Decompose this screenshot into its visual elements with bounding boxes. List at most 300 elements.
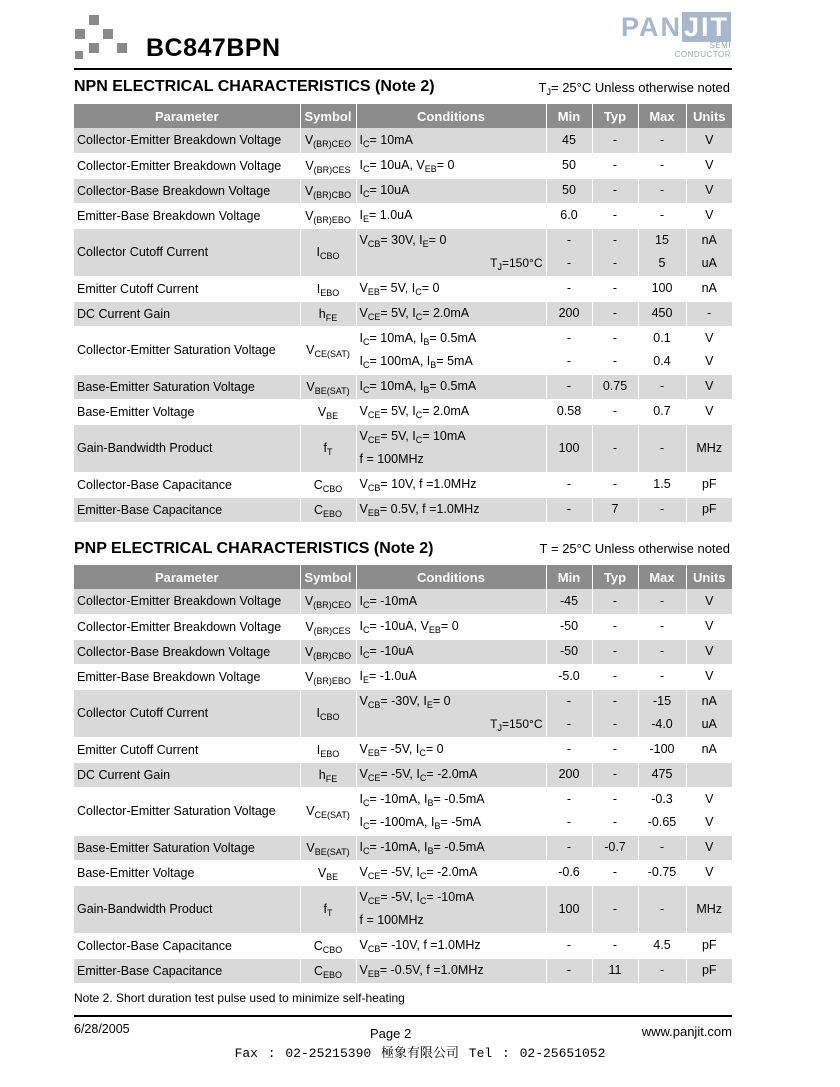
max-value: - — [659, 132, 665, 147]
min-value: 200 — [558, 306, 580, 320]
column-header: Max — [638, 565, 686, 589]
unit-value: V — [705, 792, 714, 806]
unit-value: V — [705, 815, 714, 829]
condition-line: $V_{EB}= 0.5V$, f =1.0MHz — [359, 502, 480, 518]
symbol-cell: $h_{FE}$ — [300, 762, 356, 787]
column-header: Min — [546, 104, 592, 128]
min-cell — [546, 737, 592, 762]
typ-cell — [592, 276, 638, 301]
table-row — [74, 424, 732, 472]
units-cell — [686, 664, 732, 689]
conditions-cell — [356, 128, 546, 153]
parameter-cell: Emitter-Base Breakdown Voltage — [74, 203, 300, 228]
min-cell — [546, 614, 592, 639]
unit-value: V — [705, 404, 714, 418]
parameter-cell: Collector-Base Breakdown Voltage — [74, 639, 300, 664]
symbol-cell: $C_{EBO}$ — [300, 497, 356, 522]
part-number: BC847BPN — [146, 34, 281, 62]
typ-cell — [592, 399, 638, 424]
symbol-cell: $C_{EBO}$ — [300, 958, 356, 983]
symbol-cell: $I_{CBO}$ — [300, 228, 356, 276]
column-header: Min — [546, 565, 592, 589]
table-row — [74, 689, 732, 737]
condition-line: $I_E= -1.0uA$ — [359, 669, 417, 685]
conditions-cell — [356, 664, 546, 689]
max-cell — [638, 737, 686, 762]
parameter-cell: Collector-Base Breakdown Voltage — [74, 178, 300, 203]
max-value: - — [659, 158, 665, 172]
min-cell — [546, 228, 592, 276]
units-cell — [686, 885, 732, 933]
max-value: - — [659, 840, 665, 854]
symbol-cell: $C_{CBO}$ — [300, 933, 356, 958]
min-value: - — [566, 331, 572, 345]
table-row — [74, 664, 732, 689]
max-cell — [638, 933, 686, 958]
table-row — [74, 885, 732, 933]
max-cell — [638, 664, 686, 689]
max-value: - — [659, 593, 665, 608]
symbol-cell: $V_{BE(SAT)}$ — [300, 374, 356, 399]
min-value: -0.6 — [558, 865, 580, 879]
parameter-cell: Base-Emitter Voltage — [74, 399, 300, 424]
column-header: Typ — [592, 565, 638, 589]
max-cell — [638, 228, 686, 276]
units-cell — [686, 737, 732, 762]
max-value: 0.4 — [653, 354, 671, 368]
typ-cell — [592, 835, 638, 860]
table-row — [74, 835, 732, 860]
table-row — [74, 153, 732, 178]
pnp-temp-note: T = 25°C Unless otherwise noted — [539, 541, 730, 556]
max-value: -100 — [649, 742, 675, 756]
condition-line: $I_C= 10mA$ — [359, 132, 413, 149]
unit-value: MHz — [696, 440, 723, 455]
unit-value: pF — [701, 502, 717, 516]
min-cell — [546, 958, 592, 983]
min-value: 100 — [558, 901, 580, 916]
typ-value: - — [612, 619, 618, 633]
column-header: Units — [686, 565, 732, 589]
parameter-cell: Collector-Base Capacitance — [74, 472, 300, 497]
typ-value: - — [612, 233, 618, 247]
symbol-cell: $V_{(BR)CBO}$ — [300, 178, 356, 203]
min-cell — [546, 664, 592, 689]
typ-value: - — [612, 183, 618, 197]
typ-cell — [592, 762, 638, 787]
min-value: - — [566, 938, 572, 952]
conditions-cell — [356, 374, 546, 399]
max-value: 475 — [651, 767, 673, 781]
column-header: Max — [638, 104, 686, 128]
typ-cell — [592, 664, 638, 689]
condition-line: $V_{CB}= 10V$, f =1.0MHz — [359, 477, 477, 493]
parameter-cell: Base-Emitter Saturation Voltage — [74, 374, 300, 399]
table-row — [74, 472, 732, 497]
parameter-cell: Collector-Emitter Breakdown Voltage — [74, 614, 300, 639]
unit-value: V — [705, 132, 714, 147]
conditions-cell — [356, 614, 546, 639]
unit-value: pF — [701, 963, 717, 977]
condition-line: $V_{CE}= -5V$, $I_C= -2.0mA$ — [359, 865, 478, 881]
min-value: - — [566, 815, 572, 829]
npn-characteristics-table — [74, 104, 732, 523]
unit-value: V — [705, 183, 714, 197]
table-row — [74, 639, 732, 664]
max-value: 4.5 — [653, 938, 671, 952]
typ-value: -0.7 — [604, 840, 626, 854]
typ-cell — [592, 472, 638, 497]
symbol-cell: $V_{CE(SAT)}$ — [300, 787, 356, 835]
min-value: -5.0 — [558, 669, 580, 683]
unit-value: MHz — [696, 901, 723, 916]
conditions-cell — [356, 497, 546, 522]
max-value: 100 — [651, 281, 673, 295]
condition-line: $I_C= -10uA$ — [359, 644, 414, 660]
typ-cell — [592, 128, 638, 153]
min-cell — [546, 128, 592, 153]
condition-line: $I_C= -100mA$, $I_B= -5mA$ — [359, 815, 482, 831]
units-cell — [686, 399, 732, 424]
max-value: - — [659, 183, 665, 197]
typ-value: - — [612, 644, 618, 658]
parameter-cell: Collector-Emitter Saturation Voltage — [74, 326, 300, 374]
condition-line: $V_{CE}= 5V$, $I_C= 10mA$ — [359, 429, 466, 445]
max-cell — [638, 153, 686, 178]
min-cell — [546, 497, 592, 522]
symbol-cell: $V_{CE(SAT)}$ — [300, 326, 356, 374]
conditions-cell — [356, 589, 546, 614]
typ-cell — [592, 885, 638, 933]
min-value: 100 — [558, 440, 580, 455]
conditions-cell: $V_{CB}= 30V$, $I_E= 0$ $T_J=150^\circ C$ — [356, 228, 546, 276]
unit-value: V — [705, 158, 714, 172]
parameter-cell: Base-Emitter Voltage — [74, 860, 300, 885]
pnp-characteristics-table — [74, 565, 732, 984]
condition-line: $I_C= -10mA$, $I_B= -0.5mA$ — [359, 840, 485, 856]
column-header: Units — [686, 104, 732, 128]
conditions-cell — [356, 762, 546, 787]
table-row — [74, 399, 732, 424]
typ-value: - — [612, 717, 618, 731]
symbol-cell: $h_{FE}$ — [300, 301, 356, 326]
condition-line: $V_{EB}= -0.5V$, f =1.0MHz — [359, 963, 484, 979]
parameter-cell: Emitter Cutoff Current — [74, 737, 300, 762]
symbol-cell: $I_{EBO}$ — [300, 737, 356, 762]
min-value: - — [566, 256, 572, 270]
parameter-cell: DC Current Gain — [74, 301, 300, 326]
symbol-cell: $f_T$ — [300, 424, 356, 472]
typ-cell — [592, 203, 638, 228]
table-row — [74, 860, 732, 885]
website-link[interactable]: www.panjit.com — [641, 1024, 732, 1039]
max-value: -0.3 — [651, 792, 673, 806]
symbol-cell: $V_{(BR)EBO}$ — [300, 664, 356, 689]
symbol-cell: $V_{BE(SAT)}$ — [300, 835, 356, 860]
conditions-cell — [356, 472, 546, 497]
condition-line: f = 100MHz — [359, 452, 424, 466]
npn-section-title: NPN ELECTRICAL CHARACTERISTICS (Note 2) — [74, 78, 435, 95]
typ-cell — [592, 153, 638, 178]
min-cell — [546, 203, 592, 228]
min-value: - — [566, 379, 572, 393]
typ-value: - — [612, 158, 618, 172]
max-value: - — [659, 669, 665, 683]
unit-value: V — [705, 669, 714, 683]
typ-value: - — [612, 404, 618, 418]
conditions-cell — [356, 885, 546, 933]
condition-line: $I_C= 10mA$, $I_B= 0.5mA$ — [359, 331, 477, 347]
max-cell — [638, 301, 686, 326]
condition-line: $V_{CB}= -30V$, $I_E= 0$ — [359, 694, 451, 710]
max-value: 1.5 — [653, 477, 671, 491]
table-row — [74, 178, 732, 203]
min-cell — [546, 301, 592, 326]
typ-cell — [592, 424, 638, 472]
max-cell — [638, 689, 686, 737]
conditions-cell — [356, 276, 546, 301]
min-value: -45 — [559, 593, 579, 608]
min-cell — [546, 689, 592, 737]
min-value: - — [566, 963, 572, 977]
max-cell — [638, 178, 686, 203]
min-cell — [546, 399, 592, 424]
min-value: - — [566, 502, 572, 516]
conditions-cell — [356, 424, 546, 472]
symbol-cell: $V_{(BR)CEO}$ — [300, 589, 356, 614]
max-cell — [638, 497, 686, 522]
max-cell — [638, 762, 686, 787]
condition-line: $V_{EB}= 5V$, $I_C= 0$ — [359, 281, 440, 297]
typ-cell — [592, 787, 638, 835]
parameter-cell: Emitter-Base Capacitance — [74, 958, 300, 983]
table-row — [74, 276, 732, 301]
table-row — [74, 301, 732, 326]
unit-value: pF — [701, 477, 717, 491]
typ-value: - — [612, 354, 618, 368]
unit-value: V — [705, 619, 714, 633]
max-cell — [638, 639, 686, 664]
condition-line: $I_C= -10uA$, $V_{EB}= 0$ — [359, 619, 459, 635]
footer-rule — [74, 1015, 732, 1017]
min-value: - — [566, 742, 572, 756]
symbol-cell: $V_{(BR)CES}$ — [300, 153, 356, 178]
max-value: - — [659, 379, 665, 393]
unit-value: V — [705, 593, 714, 608]
typ-value: - — [612, 208, 618, 222]
conditions-cell: $V_{CB}= -30V$, $I_E= 0$ $T_J=150^\circ C$ — [356, 689, 546, 737]
max-cell — [638, 203, 686, 228]
max-value: 0.7 — [653, 404, 671, 418]
unit-value: nA — [701, 281, 717, 295]
table-row — [74, 128, 732, 153]
unit-value: nA — [701, 742, 717, 756]
min-value: 45 — [562, 132, 576, 147]
unit-value: pF — [701, 938, 717, 952]
max-cell — [638, 885, 686, 933]
footnote: Note 2. Short duration test pulse used to minimize self-heating — [74, 991, 405, 1005]
units-cell — [686, 860, 732, 885]
contact-line: Fax : 02-25215390 極象有限公司 Tel : 02-25651052 — [234, 1046, 606, 1061]
min-cell — [546, 787, 592, 835]
min-cell — [546, 178, 592, 203]
max-cell — [638, 399, 686, 424]
typ-value: - — [612, 306, 618, 320]
conditions-cell — [356, 737, 546, 762]
unit-value: - — [707, 306, 712, 320]
symbol-cell: $f_T$ — [300, 885, 356, 933]
column-header: Conditions — [356, 104, 546, 128]
parameter-cell: Collector-Emitter Breakdown Voltage — [74, 128, 300, 153]
max-value: -15 — [652, 694, 672, 708]
column-header: Conditions — [356, 565, 546, 589]
units-cell — [686, 374, 732, 399]
unit-value: nA — [701, 233, 717, 247]
typ-value: - — [612, 593, 618, 608]
header-rule — [74, 68, 732, 70]
typ-cell — [592, 301, 638, 326]
conditions-cell — [356, 958, 546, 983]
conditions-cell — [356, 787, 546, 835]
parameter-cell: Collector-Emitter Breakdown Voltage — [74, 153, 300, 178]
parameter-cell: Gain-Bandwidth Product — [74, 424, 300, 472]
typ-cell — [592, 228, 638, 276]
table-row — [74, 203, 732, 228]
min-value: - — [566, 717, 572, 731]
min-cell — [546, 933, 592, 958]
min-value: 0.58 — [556, 404, 582, 418]
min-value: 200 — [558, 767, 580, 781]
max-value: - — [659, 901, 665, 916]
condition-line: $V_{CE}= 5V$, $I_C= 2.0mA$ — [359, 404, 470, 420]
table-row — [74, 326, 732, 374]
column-header: Symbol — [300, 104, 356, 128]
min-cell — [546, 326, 592, 374]
condition-line: $I_C= 100mA$, $I_B= 5mA$ — [359, 354, 473, 370]
typ-value: - — [612, 669, 618, 683]
conditions-cell — [356, 178, 546, 203]
max-value: -0.75 — [647, 865, 677, 879]
typ-cell — [592, 589, 638, 614]
typ-cell — [592, 497, 638, 522]
typ-cell — [592, 614, 638, 639]
table-row — [74, 374, 732, 399]
unit-value: V — [705, 379, 714, 393]
max-cell — [638, 835, 686, 860]
units-cell — [686, 958, 732, 983]
units-cell — [686, 203, 732, 228]
units-cell — [686, 762, 732, 787]
conditions-cell — [356, 399, 546, 424]
symbol-cell: $V_{(BR)EBO}$ — [300, 203, 356, 228]
typ-cell — [592, 958, 638, 983]
min-cell — [546, 424, 592, 472]
typ-value: - — [612, 742, 618, 756]
typ-value: - — [612, 331, 618, 345]
min-value: - — [566, 281, 572, 295]
parameter-cell: Collector-Emitter Saturation Voltage — [74, 787, 300, 835]
min-value: - — [566, 233, 572, 247]
max-cell — [638, 787, 686, 835]
condition-line: $V_{CB}= -10V$, f =1.0MHz — [359, 938, 481, 954]
table-row — [74, 762, 732, 787]
min-cell — [546, 885, 592, 933]
footer-date: 6/28/2005 — [74, 1022, 130, 1036]
condition-line: $V_{CB}= 30V$, $I_E= 0$ — [359, 233, 447, 249]
brand-logo: PANJIT SEMI CONDUCTOR — [620, 12, 731, 59]
min-cell — [546, 762, 592, 787]
typ-cell — [592, 689, 638, 737]
condition-line: $V_{CE}= -5V$, $I_C= -10mA$ — [359, 890, 474, 906]
min-cell — [546, 276, 592, 301]
unit-value: uA — [701, 256, 717, 270]
typ-value: - — [612, 132, 618, 147]
max-cell — [638, 472, 686, 497]
max-value: - — [659, 963, 665, 977]
unit-value: V — [705, 840, 714, 854]
logo-mark — [75, 15, 127, 60]
max-cell — [638, 374, 686, 399]
typ-value: - — [612, 865, 618, 879]
min-cell — [546, 374, 592, 399]
units-cell — [686, 276, 732, 301]
unit-value: V — [705, 354, 714, 368]
max-value: - — [659, 644, 665, 658]
conditions-cell — [356, 153, 546, 178]
npn-temp-note: $T_J= 25^\circ C$ Unless otherwise noted — [538, 80, 730, 97]
table-row — [74, 958, 732, 983]
units-cell — [686, 787, 732, 835]
table-row — [74, 589, 732, 614]
max-value: 0.1 — [653, 331, 671, 345]
min-value: - — [566, 694, 572, 708]
condition-line: $I_C= -10mA$, $I_B= -0.5mA$ — [359, 792, 485, 808]
unit-value: V — [705, 208, 714, 222]
min-cell — [546, 472, 592, 497]
typ-value: - — [612, 901, 618, 916]
symbol-cell: $V_{(BR)CBO}$ — [300, 639, 356, 664]
max-cell — [638, 276, 686, 301]
max-value: 15 — [655, 233, 669, 247]
max-cell — [638, 614, 686, 639]
typ-cell — [592, 860, 638, 885]
max-value: -0.65 — [647, 815, 677, 829]
unit-value: nA — [701, 694, 717, 708]
conditions-cell — [356, 639, 546, 664]
condition-line: $I_C= 10uA$ — [359, 183, 410, 199]
typ-value: - — [612, 477, 618, 491]
min-cell — [546, 639, 592, 664]
max-cell — [638, 958, 686, 983]
min-cell — [546, 589, 592, 614]
min-value: -50 — [559, 619, 579, 633]
typ-value: - — [612, 792, 618, 806]
max-value: - — [659, 208, 665, 222]
typ-cell — [592, 374, 638, 399]
condition-line: $V_{CE}= 5V$, $I_C= 2.0mA$ — [359, 306, 470, 322]
max-cell — [638, 589, 686, 614]
units-cell — [686, 835, 732, 860]
column-header: Parameter — [74, 104, 300, 128]
typ-cell — [592, 639, 638, 664]
unit-value: uA — [701, 717, 717, 731]
min-value: - — [566, 477, 572, 491]
table-row — [74, 933, 732, 958]
unit-value: V — [705, 644, 714, 658]
max-cell — [638, 128, 686, 153]
max-value: -4.0 — [651, 717, 673, 731]
parameter-cell: Gain-Bandwidth Product — [74, 885, 300, 933]
